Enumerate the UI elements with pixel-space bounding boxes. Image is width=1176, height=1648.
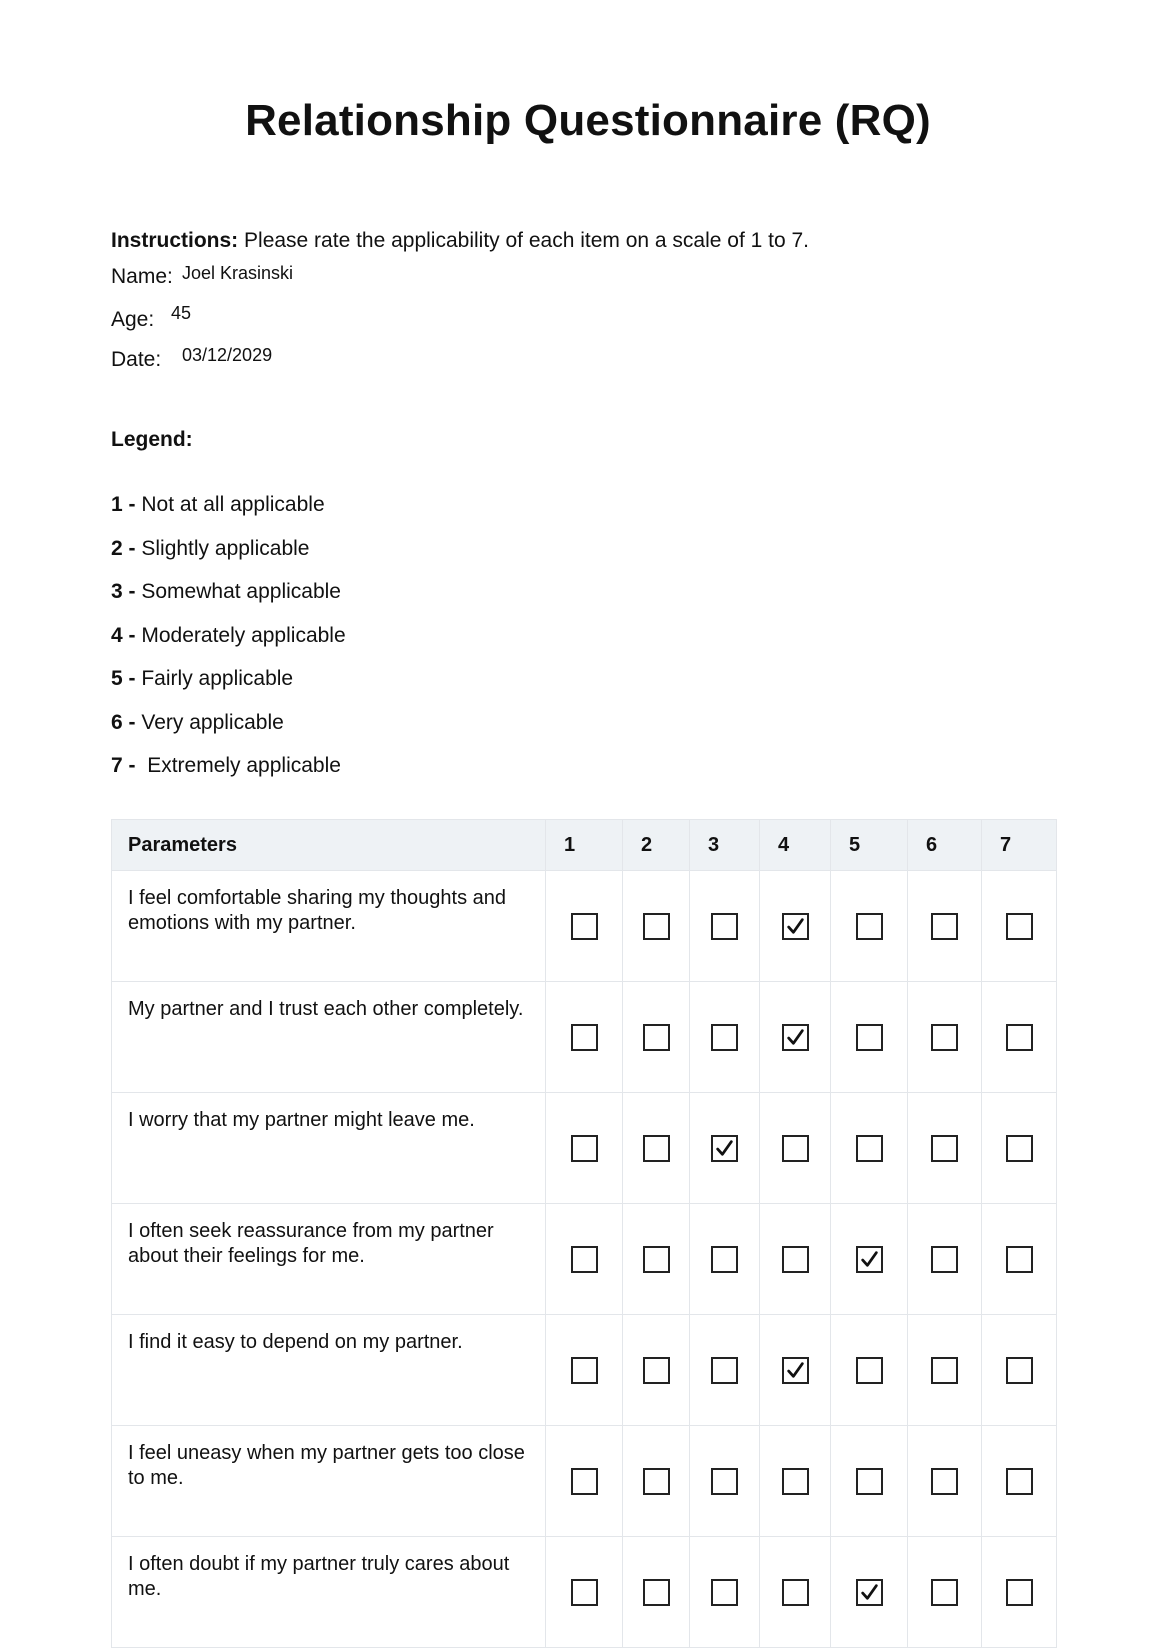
table-header-row <box>112 820 1057 871</box>
parameter-text: I find it easy to depend on my partner. <box>112 1315 546 1426</box>
instructions <box>111 229 809 253</box>
rating-cell-2 <box>623 1537 690 1648</box>
checkbox-icon[interactable] <box>711 1246 738 1273</box>
legend-item <box>111 667 346 711</box>
parameter-text: I often doubt if my partner truly cares about me. <box>112 1537 546 1648</box>
rating-cell-5 <box>831 1315 908 1426</box>
checkbox-icon[interactable] <box>931 1468 958 1495</box>
rating-cell-5 <box>831 982 908 1093</box>
checkbox-icon[interactable] <box>711 1024 738 1051</box>
rating-cell-4 <box>760 982 831 1093</box>
scale-header-2: 2 <box>623 820 690 871</box>
legend-title: Legend: <box>111 428 193 451</box>
legend-item-number: 3 - <box>111 580 136 603</box>
rating-cell-3 <box>690 1204 760 1315</box>
legend-item-text: Extremely applicable <box>141 754 341 777</box>
rating-cell-7 <box>982 1426 1057 1537</box>
checkbox-icon[interactable] <box>782 913 809 940</box>
legend-item-number: 4 - <box>111 623 136 647</box>
rating-cell-6 <box>908 982 982 1093</box>
checkbox-icon[interactable] <box>931 1135 958 1162</box>
checkbox-icon[interactable] <box>856 1135 883 1162</box>
checkbox-icon[interactable] <box>931 1246 958 1273</box>
rating-cell-3 <box>690 1537 760 1648</box>
rating-table <box>111 819 1057 1648</box>
instructions-text: Please rate the applicability of each item on a scale of 1 to 7. <box>244 229 810 252</box>
checkbox-icon[interactable] <box>782 1246 809 1273</box>
table-row <box>112 1537 1057 1648</box>
legend-item <box>111 537 346 581</box>
rating-cell-7 <box>982 982 1057 1093</box>
table-row <box>112 1315 1057 1426</box>
rating-cell-4 <box>760 1315 831 1426</box>
checkbox-icon[interactable] <box>856 1246 883 1273</box>
scale-header-1: 1 <box>546 820 623 871</box>
checkbox-icon[interactable] <box>782 1135 809 1162</box>
legend-item-text: Fairly applicable <box>141 667 294 690</box>
checkbox-icon[interactable] <box>1006 1579 1033 1606</box>
age-label: Age: <box>111 308 155 331</box>
date-label: Date: <box>111 348 162 371</box>
parameter-text: I often seek reassurance from my partner about their feelings for me. <box>112 1204 546 1315</box>
name-label: Name: <box>111 265 173 288</box>
rating-cell-1 <box>546 1426 623 1537</box>
checkbox-icon[interactable] <box>711 1357 738 1384</box>
scale-header-3: 3 <box>690 820 760 871</box>
rating-cell-4 <box>760 1426 831 1537</box>
rating-cell-6 <box>908 1315 982 1426</box>
rating-cell-2 <box>623 871 690 982</box>
checkbox-icon[interactable] <box>856 1579 883 1606</box>
checkbox-icon[interactable] <box>643 1357 670 1384</box>
rating-cell-1 <box>546 871 623 982</box>
legend-item-text: Somewhat applicable <box>141 580 341 603</box>
rating-cell-7 <box>982 1537 1057 1648</box>
checkbox-icon[interactable] <box>856 1468 883 1495</box>
legend-item-number: 6 - <box>111 710 136 734</box>
legend-item <box>111 580 346 624</box>
rating-cell-1 <box>546 1204 623 1315</box>
rating-cell-7 <box>982 1204 1057 1315</box>
checkbox-icon[interactable] <box>1006 1246 1033 1273</box>
legend-item-text: Very applicable <box>141 710 284 734</box>
rating-cell-2 <box>623 1204 690 1315</box>
legend-item <box>111 493 346 537</box>
checkbox-icon[interactable] <box>711 1468 738 1495</box>
rating-cell-4 <box>760 871 831 982</box>
instructions-label: Instructions: <box>111 229 239 252</box>
rating-cell-3 <box>690 1315 760 1426</box>
checkbox-icon[interactable] <box>1006 1357 1033 1384</box>
scale-header-5: 5 <box>831 820 908 871</box>
rating-cell-1 <box>546 982 623 1093</box>
rating-cell-2 <box>623 1315 690 1426</box>
rating-cell-3 <box>690 1093 760 1204</box>
checkbox-icon[interactable] <box>856 913 883 940</box>
rating-cell-5 <box>831 1204 908 1315</box>
checkbox-icon[interactable] <box>931 1024 958 1051</box>
checkbox-icon[interactable] <box>571 1579 598 1606</box>
checkbox-icon[interactable] <box>931 1357 958 1384</box>
rating-cell-2 <box>623 1093 690 1204</box>
checkbox-icon[interactable] <box>643 913 670 940</box>
checkmark-icon <box>785 916 806 937</box>
table-row <box>112 1204 1057 1315</box>
checkbox-icon[interactable] <box>571 1024 598 1051</box>
legend-item <box>111 754 346 798</box>
rating-cell-4 <box>760 1537 831 1648</box>
checkbox-icon[interactable] <box>782 1357 809 1384</box>
rating-cell-1 <box>546 1093 623 1204</box>
legend-item-number: 2 - <box>111 536 136 560</box>
checkbox-icon[interactable] <box>1006 1468 1033 1495</box>
checkbox-icon[interactable] <box>931 1579 958 1606</box>
rating-cell-2 <box>623 1426 690 1537</box>
parameter-text: I feel uneasy when my partner gets too close to me. <box>112 1426 546 1537</box>
rating-cell-1 <box>546 1537 623 1648</box>
rating-cell-7 <box>982 1093 1057 1204</box>
legend-item-number: 5 - <box>111 667 136 690</box>
rating-cell-5 <box>831 1426 908 1537</box>
rating-cell-6 <box>908 1537 982 1648</box>
scale-header-4: 4 <box>760 820 831 871</box>
checkbox-icon[interactable] <box>643 1024 670 1051</box>
checkbox-icon[interactable] <box>1006 1024 1033 1051</box>
page-title: Relationship Questionnaire (RQ) <box>245 96 931 145</box>
checkbox-icon[interactable] <box>643 1579 670 1606</box>
rating-cell-5 <box>831 871 908 982</box>
rating-cell-7 <box>982 871 1057 982</box>
checkmark-icon <box>859 1249 880 1270</box>
table-body <box>112 871 1057 1648</box>
checkbox-icon[interactable] <box>643 1468 670 1495</box>
checkbox-icon[interactable] <box>711 1135 738 1162</box>
legend-item-number: 1 - <box>111 493 136 516</box>
parameter-text: I feel comfortable sharing my thoughts and emotions with my partner. <box>112 871 546 982</box>
age-value: 45 <box>171 303 192 323</box>
checkbox-icon[interactable] <box>782 1579 809 1606</box>
checkbox-icon[interactable] <box>571 1468 598 1495</box>
checkmark-icon <box>859 1582 880 1603</box>
parameter-text: I worry that my partner might leave me. <box>112 1093 546 1204</box>
table-row <box>112 871 1057 982</box>
rating-cell-6 <box>908 1426 982 1537</box>
checkmark-icon <box>785 1027 806 1048</box>
checkbox-icon[interactable] <box>1006 913 1033 940</box>
checkbox-icon[interactable] <box>782 1468 809 1495</box>
checkbox-icon[interactable] <box>856 1357 883 1384</box>
rating-cell-3 <box>690 982 760 1093</box>
checkbox-icon[interactable] <box>571 1246 598 1273</box>
checkmark-icon <box>785 1360 806 1381</box>
rating-cell-5 <box>831 1093 908 1204</box>
parameters-header: Parameters <box>112 820 546 871</box>
checkbox-icon[interactable] <box>856 1024 883 1051</box>
rating-cell-6 <box>908 871 982 982</box>
rating-cell-4 <box>760 1093 831 1204</box>
checkbox-icon[interactable] <box>571 1357 598 1384</box>
legend-item-text: Moderately applicable <box>141 623 346 647</box>
rating-cell-1 <box>546 1315 623 1426</box>
checkbox-icon[interactable] <box>711 1579 738 1606</box>
checkmark-icon <box>714 1138 735 1159</box>
legend-list <box>111 493 346 798</box>
rating-cell-6 <box>908 1093 982 1204</box>
checkbox-icon[interactable] <box>931 913 958 940</box>
checkbox-icon[interactable] <box>711 913 738 940</box>
parameter-text: My partner and I trust each other completely. <box>112 982 546 1093</box>
scale-header-6: 6 <box>908 820 982 871</box>
legend-item <box>111 711 346 755</box>
rating-cell-6 <box>908 1204 982 1315</box>
checkbox-icon[interactable] <box>643 1246 670 1273</box>
legend-item-text: Not at all applicable <box>141 493 325 516</box>
checkbox-icon[interactable] <box>1006 1135 1033 1162</box>
rating-cell-4 <box>760 1204 831 1315</box>
rating-cell-3 <box>690 1426 760 1537</box>
rating-cell-2 <box>623 982 690 1093</box>
scale-header-7: 7 <box>982 820 1057 871</box>
name-value: Joel Krasinski <box>182 263 294 283</box>
checkbox-icon[interactable] <box>782 1024 809 1051</box>
checkbox-icon[interactable] <box>571 1135 598 1162</box>
rating-cell-3 <box>690 871 760 982</box>
table-row <box>112 982 1057 1093</box>
rating-cell-5 <box>831 1537 908 1648</box>
date-value: 03/12/2029 <box>182 345 273 365</box>
checkbox-icon[interactable] <box>643 1135 670 1162</box>
legend-item-text: Slightly applicable <box>141 536 310 560</box>
legend-item <box>111 624 346 668</box>
checkbox-icon[interactable] <box>571 913 598 940</box>
table-row <box>112 1093 1057 1204</box>
table-row <box>112 1426 1057 1537</box>
legend-item-number: 7 - <box>111 754 136 777</box>
rating-cell-7 <box>982 1315 1057 1426</box>
